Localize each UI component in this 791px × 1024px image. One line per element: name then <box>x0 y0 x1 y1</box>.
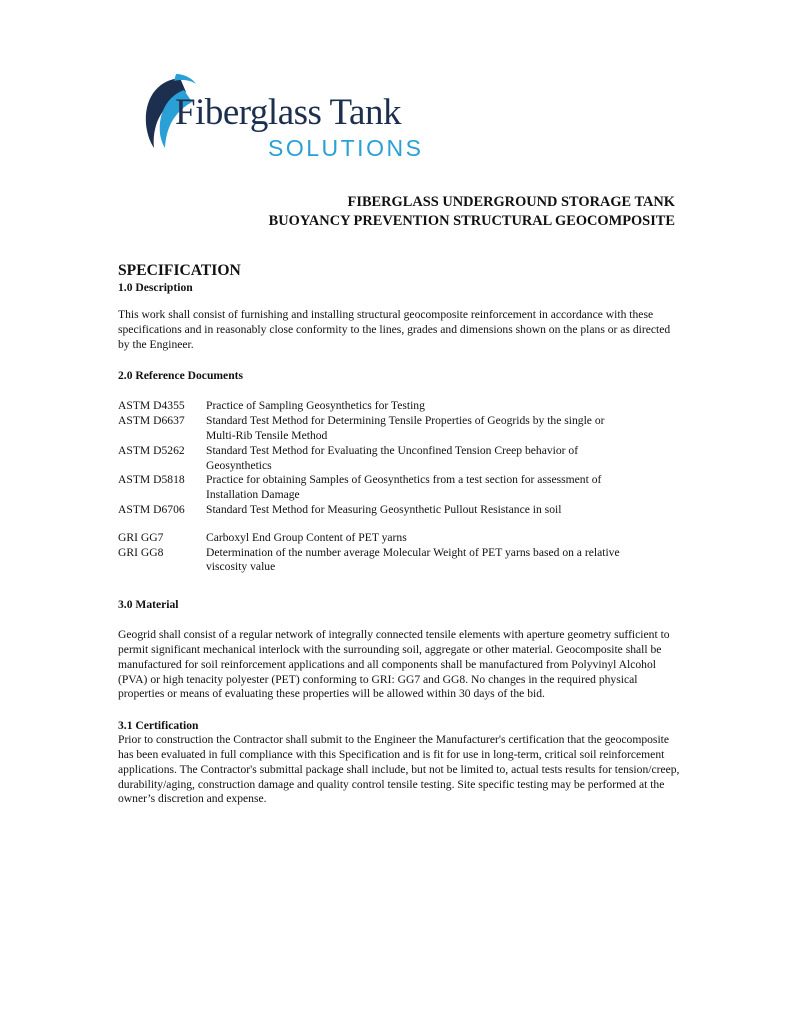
table-row <box>118 414 636 444</box>
ref-description: Carboxyl End Group Content of PET yarns <box>206 530 407 544</box>
ref-code: GRI GG7 <box>118 530 164 544</box>
ref-code: ASTM D5818 <box>118 473 185 487</box>
section-1-heading: 1.0 Description <box>118 281 193 294</box>
ref-description: Determination of the number average Molecular Weight of PET yarns based on a relative viscosity value <box>206 545 620 574</box>
section-3-body: Geogrid shall consist of a regular network of integrally connected tensile elements with aperture geometry sufficient to permit significant mechanical interlock with the surrounding soil, aggregate or other material. Geocomposite shall be manufactured for soil reinforcement applications and all components shall be manufactured from Polyvinyl Alcohol (PVA) or high tenacity polyester (PET) conforming to GRI: GG7 and GG8. No changes in the required physical properties or means of evaluating these properties will be allowed within 30 days of the bid. <box>118 628 670 701</box>
ref-code: ASTM D6706 <box>118 502 185 516</box>
spec-heading: SPECIFICATION <box>118 262 241 279</box>
table-row <box>118 444 636 474</box>
ref-description: Standard Test Method for Evaluating the Unconfined Tension Creep behavior of Geosynthetics <box>206 443 579 472</box>
section-3-heading: 3.0 Material <box>118 598 179 612</box>
table-row <box>118 531 636 546</box>
table-row <box>118 503 636 518</box>
logo-wordmark: Fiberglass Tank <box>175 92 401 133</box>
company-logo <box>140 72 440 164</box>
section-3-1-heading: 3.1 Certification <box>118 719 199 733</box>
logo-subtitle: SOLUTIONS <box>268 135 424 161</box>
section-3-1-body: Prior to construction the Contractor shall submit to the Engineer the Manufacturer's certification that the geocomposite has been evaluated in full compliance with this Specification and is fit for use in long-term, critical soil reinforcement applications. The Contractor's submittal package shall include, but not be limited to, actual tests results for tension/creep, durability/aging, construction damage and quality control tensile testing. Site specific testing may be performed at the owner’s discretion and expense. <box>118 733 680 806</box>
title-line-1: FIBERGLASS UNDERGROUND STORAGE TANK <box>347 194 675 210</box>
ref-description: Practice for obtaining Samples of Geosynthetics from a test section for assessment of Installation Damage <box>206 473 602 502</box>
ref-description: Standard Test Method for Measuring Geosynthetic Pullout Resistance in soil <box>206 502 562 516</box>
title-line-2: BUOYANCY PREVENTION STRUCTURAL GEOCOMPOSITE <box>268 213 675 229</box>
ref-code: ASTM D6637 <box>118 414 185 428</box>
specification-body <box>118 261 684 807</box>
ref-description: Standard Test Method for Determining Tensile Properties of Geogrids by the single or Multi-Rib Tensile Method <box>206 414 605 442</box>
section-2-heading: 2.0 Reference Documents <box>118 369 244 383</box>
ref-code: GRI GG8 <box>118 545 164 559</box>
table-row <box>118 473 636 503</box>
table-row <box>118 399 636 414</box>
section-1-body: This work shall consist of furnishing and installing structural geocomposite reinforcement in accordance with these specifications and in reasonably close conformity to the lines, grades and dimensions shown on the plans or as directed by the Engineer. <box>118 308 671 351</box>
astm-reference-table <box>118 399 636 517</box>
table-row <box>118 546 636 576</box>
ref-description: Practice of Sampling Geosynthetics for Testing <box>206 399 425 413</box>
ref-code: ASTM D4355 <box>118 399 185 413</box>
gri-reference-table <box>118 531 636 575</box>
ref-code: ASTM D5262 <box>118 443 185 457</box>
document-title <box>269 193 675 231</box>
